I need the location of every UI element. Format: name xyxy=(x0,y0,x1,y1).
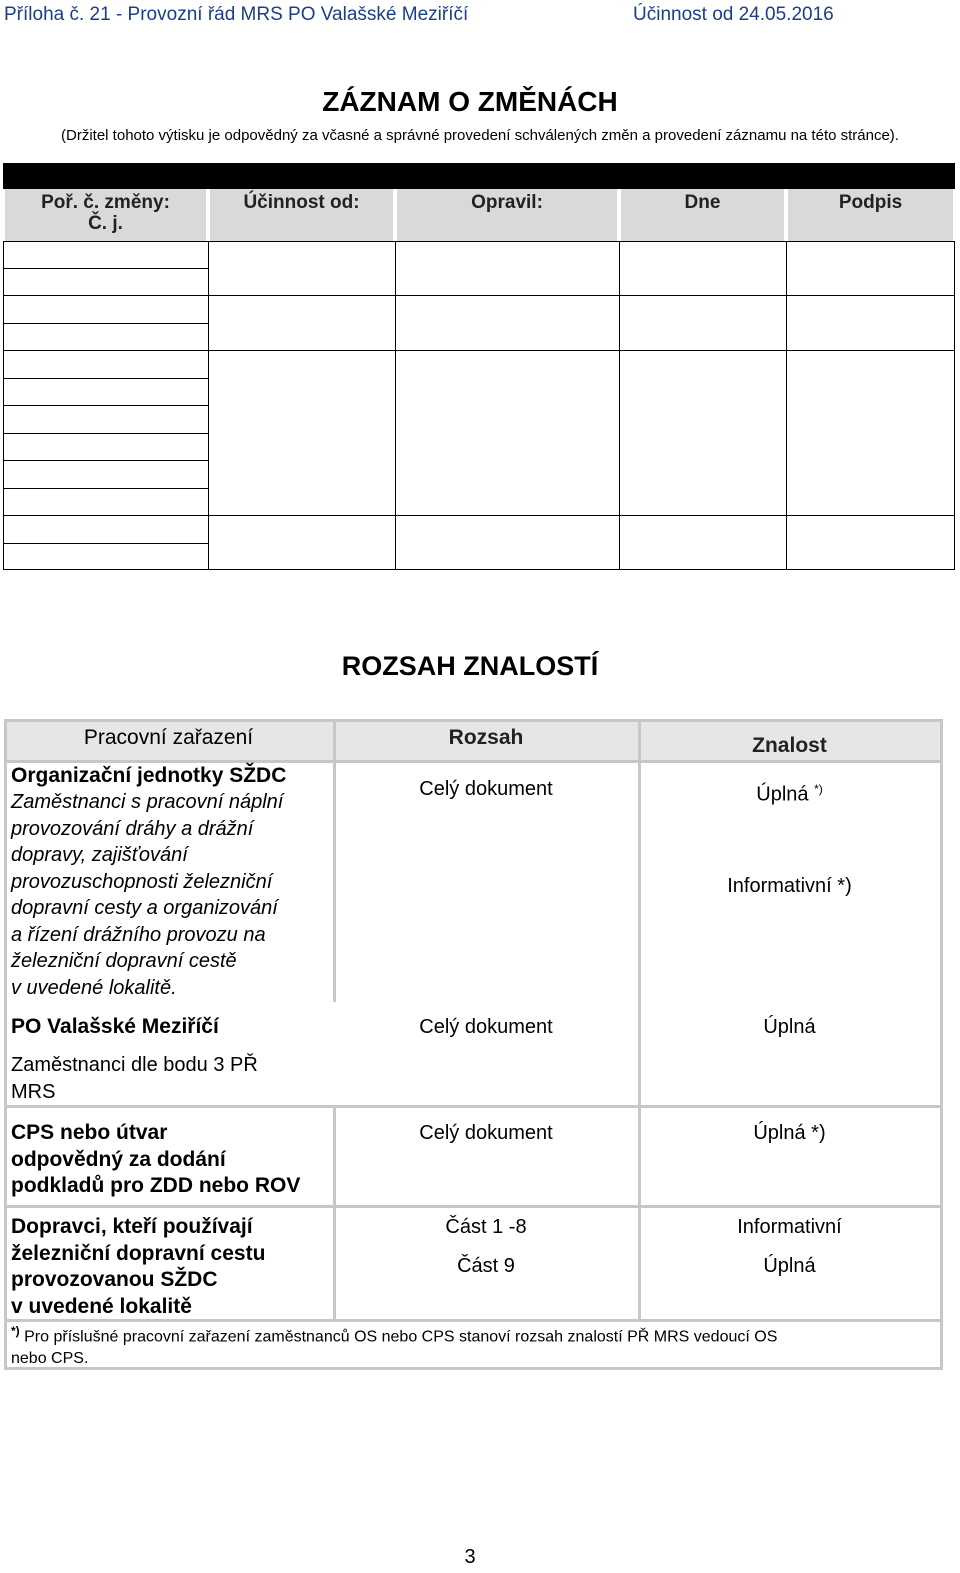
changes-subtitle: (Držitel tohoto výtisku je odpovědný za včasné a správné provedení schválených změn a provedení záznamu na této stránce). xyxy=(61,127,899,144)
col-header-change-no: Poř. č. změny: Č. j. xyxy=(3,189,208,241)
row2-scope: Celý dokument xyxy=(419,1016,553,1038)
footnote: *) Pro příslušné pracovní zařazení zaměstnanců OS nebo CPS stanoví rozsah znalostí PŘ MRS vedoucí OS nebo CPS. xyxy=(11,1324,778,1368)
row4-scope: Část 1 -8 xyxy=(445,1216,527,1238)
knowledge-title: ROZSAH ZNALOSTÍ xyxy=(341,651,599,681)
document-header-left: Příloha č. 21 - Provozní řád MRS PO Valašské Meziříčí xyxy=(4,4,469,25)
col-header-scope: Rozsah xyxy=(448,726,524,749)
page-number: 3 xyxy=(464,1546,476,1568)
col-header-signature: Podpis xyxy=(786,189,955,241)
row3-knowledge: Úplná *) xyxy=(753,1122,826,1144)
row1-scope: Celý dokument xyxy=(419,778,553,800)
row3-scope: Celý dokument xyxy=(419,1122,553,1144)
col-header-knowledge: Znalost xyxy=(752,734,827,757)
row1-role-title: Organizační jednotky SŽDC xyxy=(11,764,287,787)
col-header-corrected-by: Opravil: xyxy=(395,189,619,241)
row2-role-title: PO Valašské Meziříčí xyxy=(11,1015,219,1038)
col-header-date: Dne xyxy=(619,189,786,241)
col-header-job-position: Pracovní zařazení xyxy=(83,726,254,749)
row2-role-description: Zaměstnanci dle bodu 3 PŘ MRS xyxy=(11,1054,258,1103)
changes-table-top-bar xyxy=(3,163,955,189)
row4-knowledge: Informativní xyxy=(737,1216,842,1238)
document-header-right: Účinnost od 24.05.2016 xyxy=(633,4,834,25)
row4-knowledge-secondary: Úplná xyxy=(763,1255,816,1277)
row4-scope-secondary: Část 9 xyxy=(457,1255,515,1277)
row1-knowledge-secondary: Informativní *) xyxy=(727,875,852,897)
changes-title: ZÁZNAM O ZMĚNÁCH xyxy=(322,86,618,117)
row1-knowledge: Úplná *) xyxy=(756,782,823,806)
row4-role: Dopravci, kteří používají železniční dopravní cestu provozovanou SŽDC v uvedené lokalitě xyxy=(11,1215,266,1318)
row2-knowledge: Úplná xyxy=(763,1016,816,1038)
col-header-effective-from: Účinnost od: xyxy=(208,189,395,241)
row1-role-description: Zaměstnanci s pracovní náplní provozování dráhy a drážní dopravy, zajišťování provozuschopnosti železniční dopravní cesty a organizování a řízení drážního provozu na železniční dopravní cestě v uvedené lokalitě. xyxy=(11,791,284,999)
row3-role: CPS nebo útvar odpovědný za dodání podkladů pro ZDD nebo ROV xyxy=(11,1121,301,1197)
